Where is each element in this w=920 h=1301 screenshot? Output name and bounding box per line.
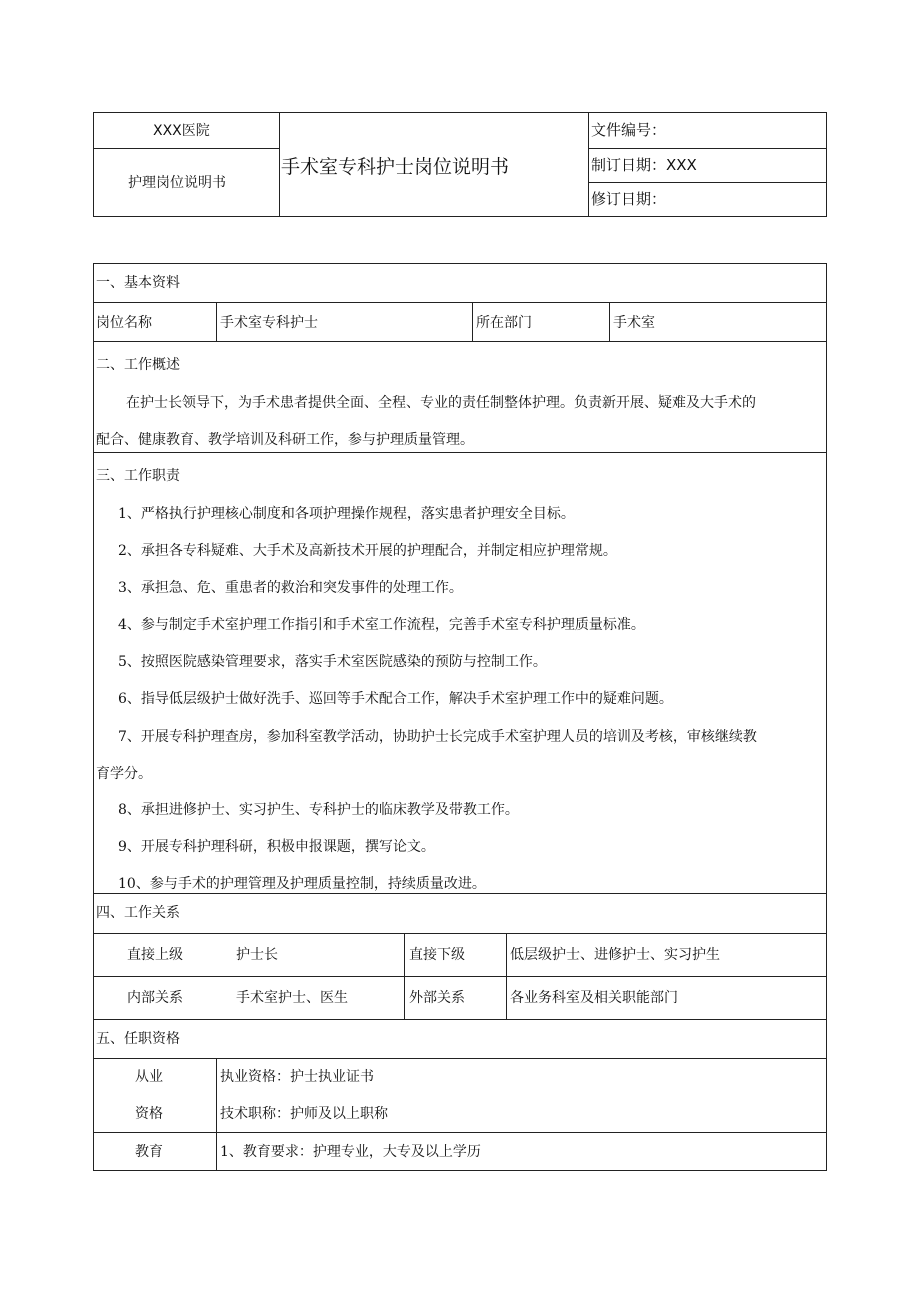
row-line bbox=[93, 1058, 827, 1059]
row-line bbox=[93, 302, 827, 303]
col-line bbox=[472, 302, 473, 341]
row-line bbox=[93, 452, 827, 453]
row-line bbox=[93, 1132, 827, 1133]
position-value: 手术室专科护士 bbox=[220, 315, 318, 331]
file-number: 文件编号： bbox=[591, 121, 667, 139]
header-divider-right bbox=[588, 112, 589, 217]
row-line bbox=[93, 1019, 827, 1020]
row-line bbox=[93, 976, 827, 977]
education-label: 教育 bbox=[135, 1144, 163, 1160]
education-requirement: 1、教育要求：护理专业，大专及以上学历 bbox=[220, 1144, 481, 1160]
position-label: 岗位名称 bbox=[96, 315, 152, 331]
external-relation-value: 各业务科室及相关职能部门 bbox=[510, 990, 678, 1006]
practice-qualification-value: 执业资格：护士执业证书 bbox=[220, 1069, 374, 1085]
direct-superior-label: 直接上级 bbox=[127, 947, 183, 963]
header-row-line bbox=[588, 182, 827, 183]
duty-item: 育学分。 bbox=[96, 766, 152, 782]
row-line bbox=[93, 933, 827, 934]
duty-item: 1、严格执行护理核心制度和各项护理操作规程，落实患者护理安全目标。 bbox=[118, 506, 575, 522]
internal-relation-label: 内部关系 bbox=[127, 990, 183, 1006]
page-title: 手术室专科护士岗位说明书 bbox=[281, 156, 510, 178]
internal-relation-value: 手术室护士、医生 bbox=[236, 990, 348, 1006]
duty-item: 7、开展专科护理查房，参加科室教学活动，协助护士长完成手术室护理人员的培训及考核，审核继续教 bbox=[118, 729, 757, 745]
overview-text-line: 在护士长领导下，为手术患者提供全面、全程、专业的责任制整体护理。负责新开展、疑难及大手术的 bbox=[126, 395, 756, 411]
revised-date: 修订日期： bbox=[591, 190, 667, 208]
practice-qualification-label: 资格 bbox=[135, 1106, 163, 1122]
header-row-line bbox=[588, 148, 827, 149]
col-line bbox=[404, 933, 405, 1019]
col-line bbox=[609, 302, 610, 341]
duty-item: 4、参与制定手术室护理工作指引和手术室工作流程，完善手术室专科护理质量标准。 bbox=[118, 617, 645, 633]
duty-item: 6、指导低层级护士做好洗手、巡回等手术配合工作，解决手术室护理工作中的疑难问题。 bbox=[118, 691, 673, 707]
overview-text-line: 配合、健康教育、教学培训及科研工作，参与护理质量管理。 bbox=[96, 432, 474, 448]
duty-item: 3、承担急、危、重患者的救治和突发事件的处理工作。 bbox=[118, 580, 463, 596]
direct-subordinate-value: 低层级护士、进修护士、实习护生 bbox=[510, 947, 720, 963]
row-line bbox=[93, 341, 827, 342]
practice-qualification-label: 从业 bbox=[135, 1069, 163, 1085]
col-line bbox=[506, 933, 507, 1019]
duty-item: 5、按照医院感染管理要求，落实手术室医院感染的预防与控制工作。 bbox=[118, 654, 547, 670]
external-relation-label: 外部关系 bbox=[409, 990, 465, 1006]
col-line bbox=[216, 1058, 217, 1171]
row-line bbox=[93, 893, 827, 894]
duty-item: 8、承担进修护士、实习护生、专科护士的临床教学及带教工作。 bbox=[118, 802, 519, 818]
section-heading-basic: 一、基本资料 bbox=[96, 275, 180, 291]
section-heading-overview: 二、工作概述 bbox=[96, 357, 180, 373]
department-label: 所在部门 bbox=[476, 315, 532, 331]
duty-item: 9、开展专科护理科研，积极申报课题，撰写论文。 bbox=[118, 839, 435, 855]
direct-subordinate-label: 直接下级 bbox=[409, 947, 465, 963]
header-divider-left bbox=[279, 112, 280, 217]
technical-title-value: 技术职称：护师及以上职称 bbox=[220, 1106, 388, 1122]
direct-superior-value: 护士长 bbox=[236, 947, 278, 963]
document-subtitle: 护理岗位说明书 bbox=[128, 175, 226, 191]
section-heading-qualifications: 五、任职资格 bbox=[96, 1031, 180, 1047]
header-row-line bbox=[93, 148, 280, 149]
section-heading-duties: 三、工作职责 bbox=[96, 468, 180, 484]
col-line bbox=[216, 302, 217, 341]
hospital-name: XXX医院 bbox=[153, 123, 210, 139]
made-date: 制订日期：XXX bbox=[591, 156, 697, 174]
section-heading-relations: 四、工作关系 bbox=[96, 905, 180, 921]
duty-item: 2、承担各专科疑难、大手术及高新技术开展的护理配合，并制定相应护理常规。 bbox=[118, 543, 617, 559]
duty-item: 10、参与手术的护理管理及护理质量控制，持续质量改进。 bbox=[118, 876, 486, 892]
department-value: 手术室 bbox=[613, 315, 655, 331]
